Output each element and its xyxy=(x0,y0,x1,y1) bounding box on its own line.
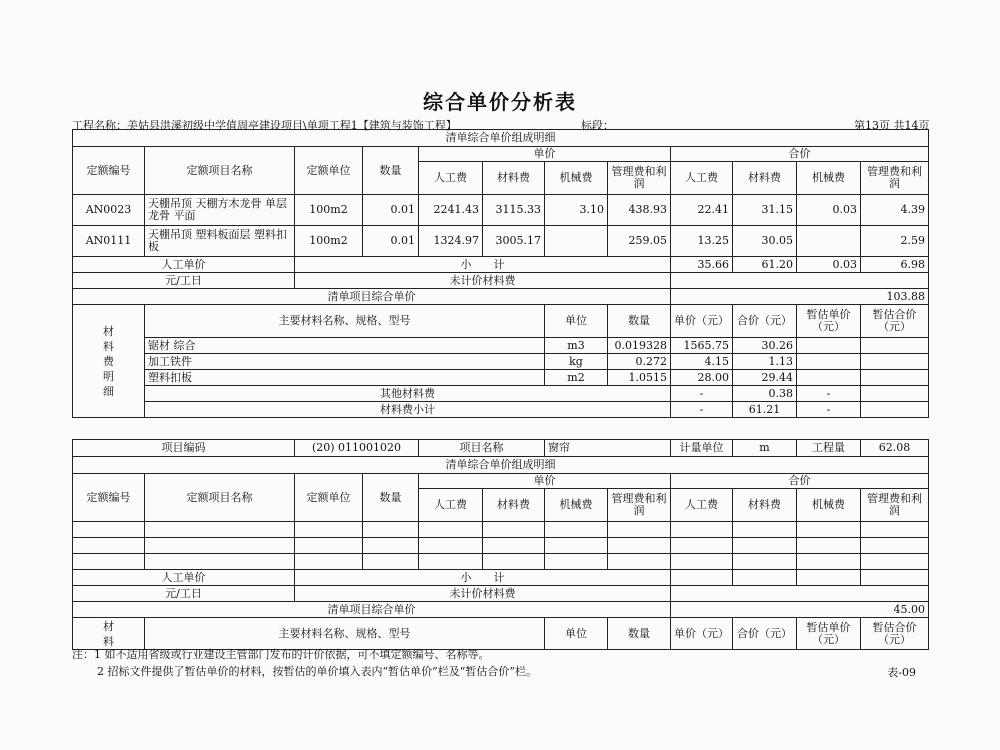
item-unit-price-label: 清单项目综合单价 xyxy=(73,289,671,305)
col-total-price: 合价 xyxy=(671,147,929,162)
est-price xyxy=(797,338,861,354)
project-name: 工程名称：美姑县洪溪初级中学值周亭建设项目\单项工程1【建筑与装饰工程】 xyxy=(72,119,457,132)
est-price xyxy=(797,354,861,370)
other-est-price: - xyxy=(797,386,861,402)
col-machine: 机械费 xyxy=(545,489,608,522)
item-unit-price-value: 45.00 xyxy=(671,602,929,618)
col-qty: 数量 xyxy=(363,474,419,522)
item-unit-price-value: 103.88 xyxy=(671,289,929,305)
labor-price: 1324.97 xyxy=(419,226,483,257)
measure-unit-value: m xyxy=(733,440,797,457)
col-unit-price: 单价 xyxy=(419,147,671,162)
subtotal-label: 小 计 xyxy=(295,257,671,273)
other-material-price: - xyxy=(671,386,733,402)
item-code-value: (20) 011001020 xyxy=(295,440,419,457)
material-unit-header: 单位 xyxy=(545,618,608,650)
col-quota-code: 定额编号 xyxy=(73,147,145,195)
quota-unit: 100m2 xyxy=(295,195,363,226)
col-mgmt: 管理费和利润 xyxy=(608,489,671,522)
subtotal-labor: 35.66 xyxy=(671,257,733,273)
col-t-labor: 人工费 xyxy=(671,162,733,195)
quota-qty: 0.01 xyxy=(363,226,419,257)
other-material-label: 其他材料费 xyxy=(145,386,671,402)
material-total: 1.13 xyxy=(733,354,797,370)
machine-total: 0.03 xyxy=(797,195,861,226)
material-name: 加工铁件 xyxy=(145,354,545,370)
note-2: 2 招标文件提供了暂估单价的材料，按暂估的单价填入表内“暂估单价”栏及“暂估合价”栏。 xyxy=(97,665,537,678)
col-qty: 数量 xyxy=(363,147,419,195)
col-total-price: 合价 xyxy=(671,474,929,489)
material-subtotal-price: - xyxy=(671,402,733,418)
col-t-labor: 人工费 xyxy=(671,489,733,522)
quota-unit: 100m2 xyxy=(295,226,363,257)
material-subtotal-total: 61.21 xyxy=(733,402,797,418)
col-quota-code: 定额编号 xyxy=(73,474,145,522)
note-1: 注：1 如不适用省级或行业建设主管部门发布的计价依据，可不填定额编号、名称等。 xyxy=(72,648,490,661)
col-quota-name: 定额项目名称 xyxy=(145,474,295,522)
main-material-header: 主要材料名称、规格、型号 xyxy=(145,618,545,650)
quota-qty: 0.01 xyxy=(363,195,419,226)
machine-total xyxy=(797,226,861,257)
material-price-header: 单价（元） xyxy=(671,305,733,338)
material-qty: 1.0515 xyxy=(608,370,671,386)
est-total-header: 暂估合价（元） xyxy=(861,618,929,650)
col-t-machine: 机械费 xyxy=(797,489,861,522)
material-price-header: 单价（元） xyxy=(671,618,733,650)
mgmt-total: 4.39 xyxy=(861,195,929,226)
material-price: 1565.75 xyxy=(671,338,733,354)
material-qty: 0.019328 xyxy=(608,338,671,354)
material-unit: m3 xyxy=(545,338,608,354)
other-est-total xyxy=(861,386,929,402)
col-unit-price: 单价 xyxy=(419,474,671,489)
subtotal-label: 小 计 xyxy=(295,570,671,586)
labor-total: 22.41 xyxy=(671,195,733,226)
mgmt-total: 2.59 xyxy=(861,226,929,257)
material-price: 3115.33 xyxy=(483,195,545,226)
unpriced-material-label: 未计价材料费 xyxy=(295,586,671,602)
est-price xyxy=(797,370,861,386)
material-total-header: 合价（元） xyxy=(733,305,797,338)
material-qty: 0.272 xyxy=(608,354,671,370)
unpriced-material-label: 未计价材料费 xyxy=(295,273,671,289)
subtotal-mgmt: 6.98 xyxy=(861,257,929,273)
table-row xyxy=(73,522,929,538)
subtotal-material: 61.20 xyxy=(733,257,797,273)
material-subtotal-est-price: - xyxy=(797,402,861,418)
machine-price xyxy=(545,226,608,257)
labor-unit-price-label: 人工单价 xyxy=(73,257,295,273)
est-total xyxy=(861,338,929,354)
table-row xyxy=(73,226,929,257)
table-row xyxy=(73,195,929,226)
material-price: 28.00 xyxy=(671,370,733,386)
page-title: 综合单价分析表 xyxy=(423,90,577,114)
machine-price: 3.10 xyxy=(545,195,608,226)
material-label: 材料 xyxy=(73,618,145,650)
item-code-label: 项目编码 xyxy=(73,440,295,457)
item-unit-price-label: 清单项目综合单价 xyxy=(73,602,671,618)
table-row xyxy=(73,370,929,386)
material-price: 3005.17 xyxy=(483,226,545,257)
material-detail-label: 材料费明细 xyxy=(73,305,145,418)
est-total xyxy=(861,354,929,370)
col-labor: 人工费 xyxy=(419,162,483,195)
table-row xyxy=(73,354,929,370)
est-total xyxy=(861,370,929,386)
mgmt-price: 438.93 xyxy=(608,195,671,226)
unit-price-table-1 xyxy=(72,129,929,418)
quantity-value: 62.08 xyxy=(861,440,929,457)
unpriced-material-value xyxy=(671,273,929,289)
est-price-header: 暂估单价（元） xyxy=(797,305,861,338)
measure-unit-label: 计量单位 xyxy=(671,440,733,457)
col-mgmt: 管理费和利润 xyxy=(608,162,671,195)
mgmt-price: 259.05 xyxy=(608,226,671,257)
col-quota-name: 定额项目名称 xyxy=(145,147,295,195)
col-t-material: 材料费 xyxy=(733,489,797,522)
material-unit: kg xyxy=(545,354,608,370)
labor-total: 13.25 xyxy=(671,226,733,257)
material-unit-header: 单位 xyxy=(545,305,608,338)
labor-unit-price-label: 人工单价 xyxy=(73,570,295,586)
col-labor: 人工费 xyxy=(419,489,483,522)
material-name: 塑料扣板 xyxy=(145,370,545,386)
material-total: 31.15 xyxy=(733,195,797,226)
material-subtotal-est-total xyxy=(861,402,929,418)
quantity-label: 工程量 xyxy=(797,440,861,457)
quota-name: 天棚吊顶 天棚方木龙骨 单层龙骨 平面 xyxy=(145,195,295,226)
item-name-label: 项目名称 xyxy=(419,440,545,457)
col-quota-unit: 定额单位 xyxy=(295,147,363,195)
detail-title: 清单综合单价组成明细 xyxy=(73,457,929,474)
col-material: 材料费 xyxy=(483,162,545,195)
unit-price-table-2 xyxy=(72,439,929,650)
other-material-total: 0.38 xyxy=(733,386,797,402)
est-total-header: 暂估合价（元） xyxy=(861,305,929,338)
material-name: 锯材 综合 xyxy=(145,338,545,354)
quota-code: AN0111 xyxy=(73,226,145,257)
col-t-machine: 机械费 xyxy=(797,162,861,195)
page-number: 第13页 共14页 xyxy=(854,119,930,132)
quota-code: AN0023 xyxy=(73,195,145,226)
quota-name: 天棚吊顶 塑料板面层 塑料扣板 xyxy=(145,226,295,257)
labor-price: 2241.43 xyxy=(419,195,483,226)
material-total: 29.44 xyxy=(733,370,797,386)
section-label: 标段： xyxy=(581,119,614,132)
item-name-value: 窗帘 xyxy=(545,440,671,457)
col-t-mgmt: 管理费和利润 xyxy=(861,489,929,522)
col-material: 材料费 xyxy=(483,489,545,522)
form-number: 表-09 xyxy=(887,666,916,679)
subtotal-machine: 0.03 xyxy=(797,257,861,273)
est-price-header: 暂估单价（元） xyxy=(797,618,861,650)
material-total: 30.05 xyxy=(733,226,797,257)
col-t-mgmt: 管理费和利润 xyxy=(861,162,929,195)
material-subtotal-label: 材料费小计 xyxy=(145,402,671,418)
material-total: 30.26 xyxy=(733,338,797,354)
material-unit: m2 xyxy=(545,370,608,386)
col-quota-unit: 定额单位 xyxy=(295,474,363,522)
material-total-header: 合价（元） xyxy=(733,618,797,650)
notes xyxy=(72,646,537,680)
per-day-label: 元/工日 xyxy=(73,586,295,602)
table-row xyxy=(73,338,929,354)
col-machine: 机械费 xyxy=(545,162,608,195)
material-qty-header: 数量 xyxy=(608,305,671,338)
col-t-material: 材料费 xyxy=(733,162,797,195)
detail-title: 清单综合单价组成明细 xyxy=(73,130,929,147)
table-row xyxy=(73,538,929,554)
material-price: 4.15 xyxy=(671,354,733,370)
material-qty-header: 数量 xyxy=(608,618,671,650)
table-row xyxy=(73,554,929,570)
per-day-label: 元/工日 xyxy=(73,273,295,289)
main-material-header: 主要材料名称、规格、型号 xyxy=(145,305,545,338)
